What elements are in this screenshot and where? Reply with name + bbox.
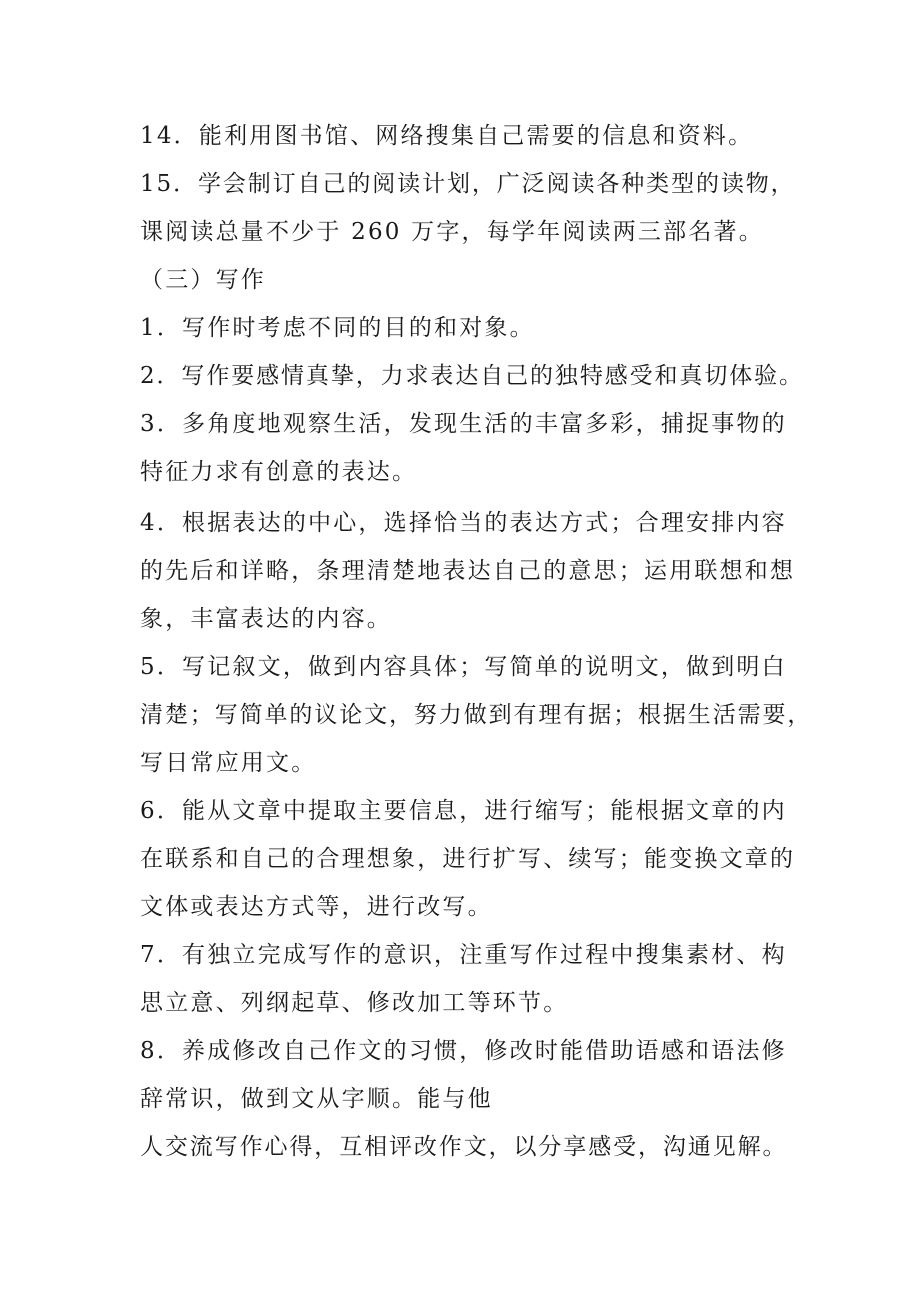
- text-line: 8．养成修改自己作文的习惯，修改时能借助语感和语法修: [140, 1038, 787, 1064]
- text-line: 写日常应用文。: [140, 750, 317, 776]
- text-line: 辞常识，做到文从字顺。能与他: [140, 1086, 493, 1112]
- text-line: 15．学会制订自己的阅读计划，广泛阅读各种类型的读物，: [140, 171, 796, 197]
- text-line: 思立意、列纲起草、修改加工等环节。: [140, 990, 569, 1016]
- text-line: 1．写作时考虑不同的目的和对象。: [140, 315, 535, 341]
- text-line: 象，丰富表达的内容。: [140, 606, 392, 632]
- text-line: 特征力求有创意的表达。: [140, 459, 418, 485]
- text-line: 5．写记叙文，做到内容具体；写简单的说明文，做到明白: [140, 654, 787, 680]
- text-line: 文体或表达方式等，进行改写。: [140, 894, 493, 920]
- text-line: 的先后和详略，条理清楚地表达自己的意思；运用联想和想: [140, 558, 796, 584]
- text-line: 6．能从文章中提取主要信息，进行缩写；能根据文章的内: [140, 798, 787, 824]
- text-line: 在联系和自己的合理想象，进行扩写、续写；能变换文章的: [140, 846, 796, 872]
- text-line: 3．多角度地观察生活，发现生活的丰富多彩，捕捉事物的: [140, 411, 787, 437]
- text-line: 14．能利用图书馆、网络搜集自己需要的信息和资料。: [140, 123, 754, 149]
- text-line: 2．写作要感情真挚，力求表达自己的独特感受和真切体验。: [140, 363, 804, 389]
- section-heading: （三）写作: [140, 267, 266, 293]
- text-line: 人交流写作心得，互相评改作文，以分享感受，沟通见解。: [140, 1134, 788, 1160]
- text-line: 课阅读总量不少于 260 万字，每学年阅读两三部名著。: [140, 219, 764, 245]
- text-line: 清楚；写简单的议论文，努力做到有理有据；根据生活需要，: [140, 702, 813, 728]
- text-line: 7．有独立完成写作的意识，注重写作过程中搜集素材、构: [140, 942, 787, 968]
- text-line: 4．根据表达的中心，选择恰当的表达方式；合理安排内容: [140, 510, 787, 536]
